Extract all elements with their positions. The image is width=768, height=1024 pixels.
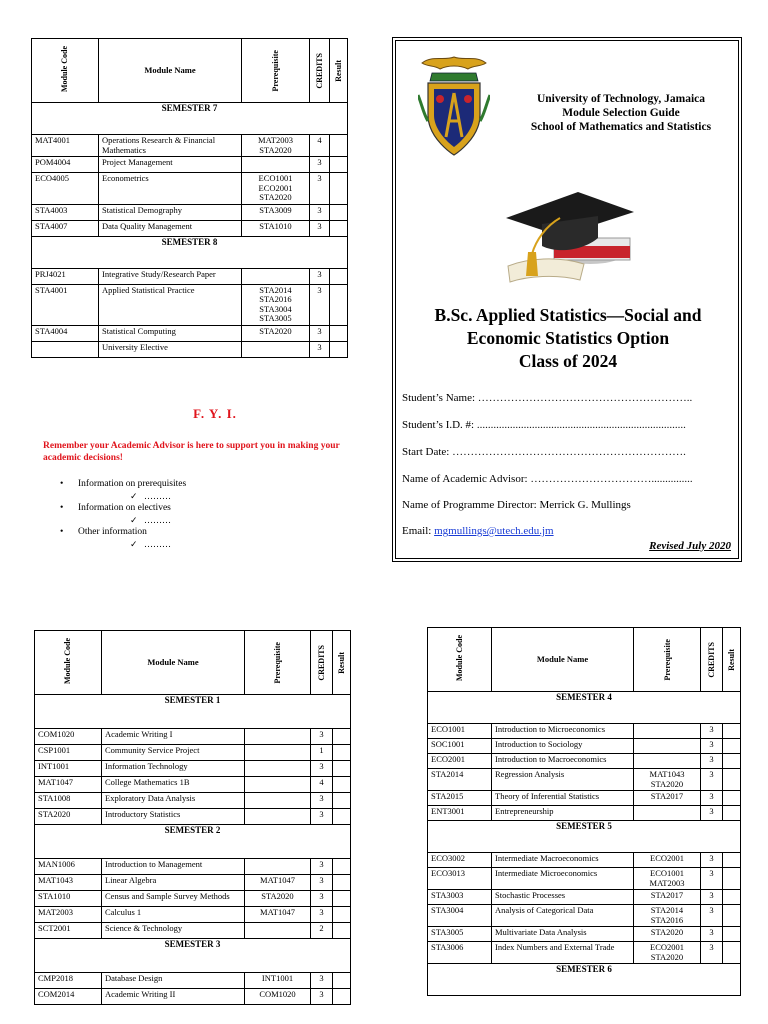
module-name-cell: Community Service Project (102, 745, 245, 761)
start-date-field[interactable]: Start Date: ………………………………………………………. (402, 446, 686, 458)
module-code-cell: COM1020 (35, 729, 102, 745)
bullet-icon: • (60, 503, 64, 513)
module-name-cell: Science & Technology (102, 923, 245, 939)
result-cell[interactable] (330, 220, 348, 236)
prerequisite-cell (242, 268, 310, 284)
module-code-cell: ECO3013 (428, 868, 492, 890)
semester-title: SEMESTER 2 (35, 825, 351, 859)
table-row (32, 135, 348, 157)
fyi-title: F. Y. I. (193, 406, 237, 421)
module-name-cell: Project Management (99, 157, 242, 173)
module-code-cell: STA1010 (35, 891, 102, 907)
table-row (428, 754, 741, 769)
result-cell[interactable] (723, 754, 741, 769)
credits-cell: 3 (310, 341, 330, 357)
module-code-cell: STA3004 (428, 905, 492, 927)
header-module-code: Module Code (428, 628, 492, 692)
header-module-name: Module Name (102, 631, 245, 695)
result-cell[interactable] (723, 806, 741, 821)
semester-title: SEMESTER 5 (428, 821, 741, 853)
module-name-cell: Stochastic Processes (492, 890, 634, 905)
result-cell[interactable] (723, 724, 741, 739)
table-row (428, 942, 741, 964)
module-code-cell (32, 341, 99, 357)
result-cell[interactable] (333, 859, 351, 875)
result-cell[interactable] (333, 809, 351, 825)
credits-cell: 3 (310, 157, 330, 173)
module-code-cell: PRJ4021 (32, 268, 99, 284)
module-code-cell: MAT2003 (35, 907, 102, 923)
table-row (428, 868, 741, 890)
table-row (35, 907, 351, 923)
prerequisite-cell: MAT1047 (245, 875, 311, 891)
semester-header-row (35, 939, 351, 973)
module-code-cell: SCT2001 (35, 923, 102, 939)
result-cell[interactable] (333, 875, 351, 891)
programme-title: B.Sc. Applied Statistics—Social and Economic Statistics Option Class of 2024 (434, 305, 702, 371)
credits-cell: 3 (701, 868, 723, 890)
result-cell[interactable] (330, 268, 348, 284)
module-code-cell: STA4007 (32, 220, 99, 236)
credits-cell: 2 (311, 923, 333, 939)
module-name-cell: Applied Statistical Practice (99, 284, 242, 325)
result-cell[interactable] (333, 793, 351, 809)
credits-cell: 3 (701, 905, 723, 927)
fyi-subitem (78, 538, 344, 550)
prerequisite-cell: ECO1001 ECO2001 STA2020 (242, 173, 310, 205)
result-cell[interactable] (723, 890, 741, 905)
module-name-cell: Database Design (102, 973, 245, 989)
module-name-cell: Intermediate Macroeconomics (492, 853, 634, 868)
table-row (35, 973, 351, 989)
credits-cell: 3 (311, 891, 333, 907)
module-code-cell: STA3005 (428, 927, 492, 942)
module-code-cell: SOC1001 (428, 739, 492, 754)
table-row (35, 729, 351, 745)
semester-header-row (35, 695, 351, 729)
header-module-name: Module Name (99, 39, 242, 103)
checkmark-icon: ✓ (130, 491, 138, 501)
header-result: Result (723, 628, 741, 692)
module-name-cell: Information Technology (102, 761, 245, 777)
header-credits: CREDITS (311, 631, 333, 695)
credits-cell: 4 (310, 135, 330, 157)
module-code-cell: STA4004 (32, 325, 99, 341)
module-code-cell: MAT1047 (35, 777, 102, 793)
fyi-item (44, 502, 344, 526)
module-name-cell: Data Quality Management (99, 220, 242, 236)
table-row (35, 923, 351, 939)
credits-cell: 3 (701, 754, 723, 769)
result-cell[interactable] (333, 761, 351, 777)
module-code-cell: STA4001 (32, 284, 99, 325)
semester-title: SEMESTER 6 (428, 964, 741, 996)
programme-director-field: Name of Programme Director: Merrick G. Mullings (402, 499, 631, 511)
module-code-cell: ECO3002 (428, 853, 492, 868)
prerequisite-cell: STA3009 (242, 204, 310, 220)
fyi-subitem (78, 490, 344, 502)
credits-cell: 3 (310, 325, 330, 341)
fyi-item (44, 478, 344, 502)
table-row (32, 157, 348, 173)
table-row (428, 927, 741, 942)
result-cell[interactable] (330, 284, 348, 325)
prerequisite-cell (245, 761, 311, 777)
module-code-cell: STA3006 (428, 942, 492, 964)
module-name-cell: Academic Writing II (102, 989, 245, 1005)
table-row (428, 806, 741, 821)
fyi-subitem-text: ……… (144, 491, 171, 501)
semester-title: SEMESTER 1 (35, 695, 351, 729)
module-name-cell: Statistical Computing (99, 325, 242, 341)
table-row (428, 905, 741, 927)
module-code-cell: POM4004 (32, 157, 99, 173)
result-cell[interactable] (723, 868, 741, 890)
credits-cell: 3 (311, 809, 333, 825)
cover-panel (392, 37, 742, 562)
table-row (32, 204, 348, 220)
result-cell[interactable] (333, 729, 351, 745)
university-crest-icon (418, 55, 490, 159)
email-link[interactable]: mgmullings@utech.edu.jm (434, 525, 554, 537)
module-name-cell: Introduction to Microeconomics (492, 724, 634, 739)
prerequisite-cell (245, 809, 311, 825)
credits-cell: 3 (311, 973, 333, 989)
header-result: Result (333, 631, 351, 695)
fyi-subitem-text: ……… (144, 539, 171, 549)
module-code-cell: ECO1001 (428, 724, 492, 739)
module-code-cell: STA2020 (35, 809, 102, 825)
student-name-field[interactable]: Student’s Name: ………………………………………………….. (402, 392, 693, 404)
result-cell[interactable] (333, 907, 351, 923)
prerequisite-cell (242, 341, 310, 357)
fyi-subitem-text: ……… (144, 515, 171, 525)
credits-cell: 3 (311, 761, 333, 777)
prerequisite-cell (245, 777, 311, 793)
semester-header-row (428, 821, 741, 853)
table-row (428, 739, 741, 754)
university-heading: University of Technology, Jamaica Module Selection Guide School of Mathematics and Statistics (530, 93, 712, 133)
checkmark-icon: ✓ (130, 515, 138, 525)
fyi-message: Remember your Academic Advisor is here to support you in making your academic decisions! (43, 441, 340, 463)
prerequisite-cell: STA2020 (245, 891, 311, 907)
table-row (35, 745, 351, 761)
header-module-code: Module Code (32, 39, 99, 103)
table-row (32, 341, 348, 357)
module-name-cell: College Mathematics 1B (102, 777, 245, 793)
header-prerequisite: Prerequisite (634, 628, 701, 692)
revised-date: Revised July 2020 (649, 540, 731, 552)
result-cell[interactable] (723, 769, 741, 791)
module-code-cell: CSP1001 (35, 745, 102, 761)
header-prerequisite: Prerequisite (242, 39, 310, 103)
prerequisite-cell (245, 745, 311, 761)
prerequisite-cell: ECO2001 STA2020 (634, 942, 701, 964)
prerequisite-cell: MAT1043 STA2020 (634, 769, 701, 791)
credits-cell: 4 (311, 777, 333, 793)
prerequisite-cell: STA1010 (242, 220, 310, 236)
module-name-cell: Operations Research & Financial Mathematics (99, 135, 242, 157)
student-id-field[interactable]: Student’s I.D. #: ............................................................................ (402, 419, 686, 431)
table-row (35, 891, 351, 907)
credits-cell: 3 (701, 942, 723, 964)
table-row (35, 777, 351, 793)
table-row (35, 761, 351, 777)
result-cell[interactable] (330, 135, 348, 157)
email-field: Email: mgmullings@utech.edu.jm (402, 525, 554, 537)
table-row (428, 724, 741, 739)
table-row (35, 793, 351, 809)
module-name-cell: Linear Algebra (102, 875, 245, 891)
credits-cell: 3 (310, 284, 330, 325)
fyi-item-label: Information on electives (78, 503, 171, 513)
semester-title: SEMESTER 8 (32, 236, 348, 268)
credits-cell: 3 (311, 989, 333, 1005)
credits-cell: 3 (310, 173, 330, 205)
table-row (32, 268, 348, 284)
prerequisite-cell: ECO1001 MAT2003 (634, 868, 701, 890)
module-name-cell: Census and Sample Survey Methods (102, 891, 245, 907)
prerequisite-cell (634, 724, 701, 739)
table-row (32, 173, 348, 205)
table-row (35, 809, 351, 825)
module-code-cell: STA4003 (32, 204, 99, 220)
result-cell[interactable] (333, 923, 351, 939)
module-name-cell: Statistical Demography (99, 204, 242, 220)
credits-cell: 3 (701, 853, 723, 868)
result-cell[interactable] (333, 891, 351, 907)
prerequisite-cell (242, 157, 310, 173)
credits-cell: 3 (701, 739, 723, 754)
credits-cell: 3 (311, 859, 333, 875)
prerequisite-cell (245, 859, 311, 875)
table-row (32, 325, 348, 341)
credits-cell: 3 (701, 724, 723, 739)
prerequisite-cell: STA2017 (634, 890, 701, 905)
prerequisite-cell: STA2020 (242, 325, 310, 341)
credits-cell: 3 (701, 890, 723, 905)
credits-cell: 3 (701, 791, 723, 806)
fyi-list (44, 478, 344, 550)
credits-cell: 3 (311, 729, 333, 745)
semester-header-row (428, 692, 741, 724)
fyi-item-label: Information on prerequisites (78, 479, 187, 489)
semester-header-row (428, 964, 741, 996)
header-prerequisite: Prerequisite (245, 631, 311, 695)
module-name-cell: Theory of Inferential Statistics (492, 791, 634, 806)
prerequisite-cell (245, 729, 311, 745)
result-cell[interactable] (333, 777, 351, 793)
module-name-cell: Integrative Study/Research Paper (99, 268, 242, 284)
credits-cell: 3 (701, 769, 723, 791)
table-row (428, 890, 741, 905)
result-cell[interactable] (723, 791, 741, 806)
prerequisite-cell: MAT1047 (245, 907, 311, 923)
prerequisite-cell: STA2020 (634, 927, 701, 942)
header-credits: CREDITS (310, 39, 330, 103)
module-name-cell: Multivariate Data Analysis (492, 927, 634, 942)
prerequisite-cell: STA2017 (634, 791, 701, 806)
module-code-cell: MAT1043 (35, 875, 102, 891)
semester-header-row (32, 103, 348, 135)
module-name-cell: University Elective (99, 341, 242, 357)
module-code-cell: STA2014 (428, 769, 492, 791)
result-cell[interactable] (333, 973, 351, 989)
credits-cell: 3 (701, 806, 723, 821)
table-row (35, 989, 351, 1005)
bullet-icon: • (60, 527, 64, 537)
fyi-subitem (78, 514, 344, 526)
module-name-cell: Econometrics (99, 173, 242, 205)
table-row (32, 220, 348, 236)
module-name-cell: Exploratory Data Analysis (102, 793, 245, 809)
semester-title: SEMESTER 3 (35, 939, 351, 973)
prerequisite-cell (245, 923, 311, 939)
module-name-cell: Index Numbers and External Trade (492, 942, 634, 964)
result-cell[interactable] (723, 927, 741, 942)
module-table-semesters-1-3 (34, 630, 351, 1005)
prerequisite-cell (245, 793, 311, 809)
header-module-name: Module Name (492, 628, 634, 692)
result-cell[interactable] (723, 853, 741, 868)
table-row (35, 875, 351, 891)
module-code-cell: STA1008 (35, 793, 102, 809)
module-name-cell: Calculus 1 (102, 907, 245, 923)
result-cell[interactable] (330, 341, 348, 357)
credits-cell: 1 (311, 745, 333, 761)
bullet-icon: • (60, 479, 64, 489)
prerequisite-cell: STA2014 STA2016 STA3004 STA3005 (242, 284, 310, 325)
prerequisite-cell: STA2014 STA2016 (634, 905, 701, 927)
module-name-cell: Introduction to Macroeconomics (492, 754, 634, 769)
header-credits: CREDITS (701, 628, 723, 692)
result-cell[interactable] (333, 989, 351, 1005)
module-code-cell: STA3003 (428, 890, 492, 905)
prerequisite-cell (634, 806, 701, 821)
table-row (428, 769, 741, 791)
prerequisite-cell: ECO2001 (634, 853, 701, 868)
module-code-cell: CMP2018 (35, 973, 102, 989)
module-code-cell: STA2015 (428, 791, 492, 806)
checkmark-icon: ✓ (130, 539, 138, 549)
result-cell[interactable] (330, 157, 348, 173)
prerequisite-cell (634, 754, 701, 769)
table-row (35, 859, 351, 875)
credits-cell: 3 (310, 204, 330, 220)
semester-header-row (35, 825, 351, 859)
prerequisite-cell: MAT2003 STA2020 (242, 135, 310, 157)
prerequisite-cell: INT1001 (245, 973, 311, 989)
module-name-cell: Analysis of Categorical Data (492, 905, 634, 927)
module-code-cell: MAN1006 (35, 859, 102, 875)
credits-cell: 3 (311, 793, 333, 809)
result-cell[interactable] (723, 905, 741, 927)
module-code-cell: ENT3001 (428, 806, 492, 821)
module-name-cell: Introduction to Management (102, 859, 245, 875)
module-code-cell: ECO2001 (428, 754, 492, 769)
module-code-cell: ECO4005 (32, 173, 99, 205)
table-row (428, 791, 741, 806)
table-row (428, 853, 741, 868)
result-cell[interactable] (723, 739, 741, 754)
semester-title: SEMESTER 4 (428, 692, 741, 724)
credits-cell: 3 (311, 907, 333, 923)
fyi-item (44, 526, 344, 550)
module-code-cell: INT1001 (35, 761, 102, 777)
semester-header-row (32, 236, 348, 268)
result-cell[interactable] (333, 745, 351, 761)
credits-cell: 3 (311, 875, 333, 891)
table-row (32, 284, 348, 325)
module-name-cell: Entrepreneurship (492, 806, 634, 821)
module-code-cell: COM2014 (35, 989, 102, 1005)
header-result: Result (330, 39, 348, 103)
credits-cell: 3 (310, 268, 330, 284)
result-cell[interactable] (723, 942, 741, 964)
graduation-cap-icon (498, 180, 638, 284)
semester-title: SEMESTER 7 (32, 103, 348, 135)
module-name-cell: Academic Writing I (102, 729, 245, 745)
module-name-cell: Regression Analysis (492, 769, 634, 791)
result-cell[interactable] (330, 173, 348, 205)
academic-advisor-field[interactable]: Name of Academic Advisor: ……………………………............... (402, 473, 693, 485)
result-cell[interactable] (330, 204, 348, 220)
module-table-semesters-7-8 (31, 38, 348, 358)
result-cell[interactable] (330, 325, 348, 341)
credits-cell: 3 (310, 220, 330, 236)
module-code-cell: MAT4001 (32, 135, 99, 157)
prerequisite-cell: COM1020 (245, 989, 311, 1005)
prerequisite-cell (634, 739, 701, 754)
module-table-semesters-4-6 (427, 627, 741, 996)
module-name-cell: Introduction to Sociology (492, 739, 634, 754)
module-name-cell: Intermediate Microeconomics (492, 868, 634, 890)
fyi-item-label: Other information (78, 527, 147, 537)
module-name-cell: Introductory Statistics (102, 809, 245, 825)
credits-cell: 3 (701, 927, 723, 942)
header-module-code: Module Code (35, 631, 102, 695)
